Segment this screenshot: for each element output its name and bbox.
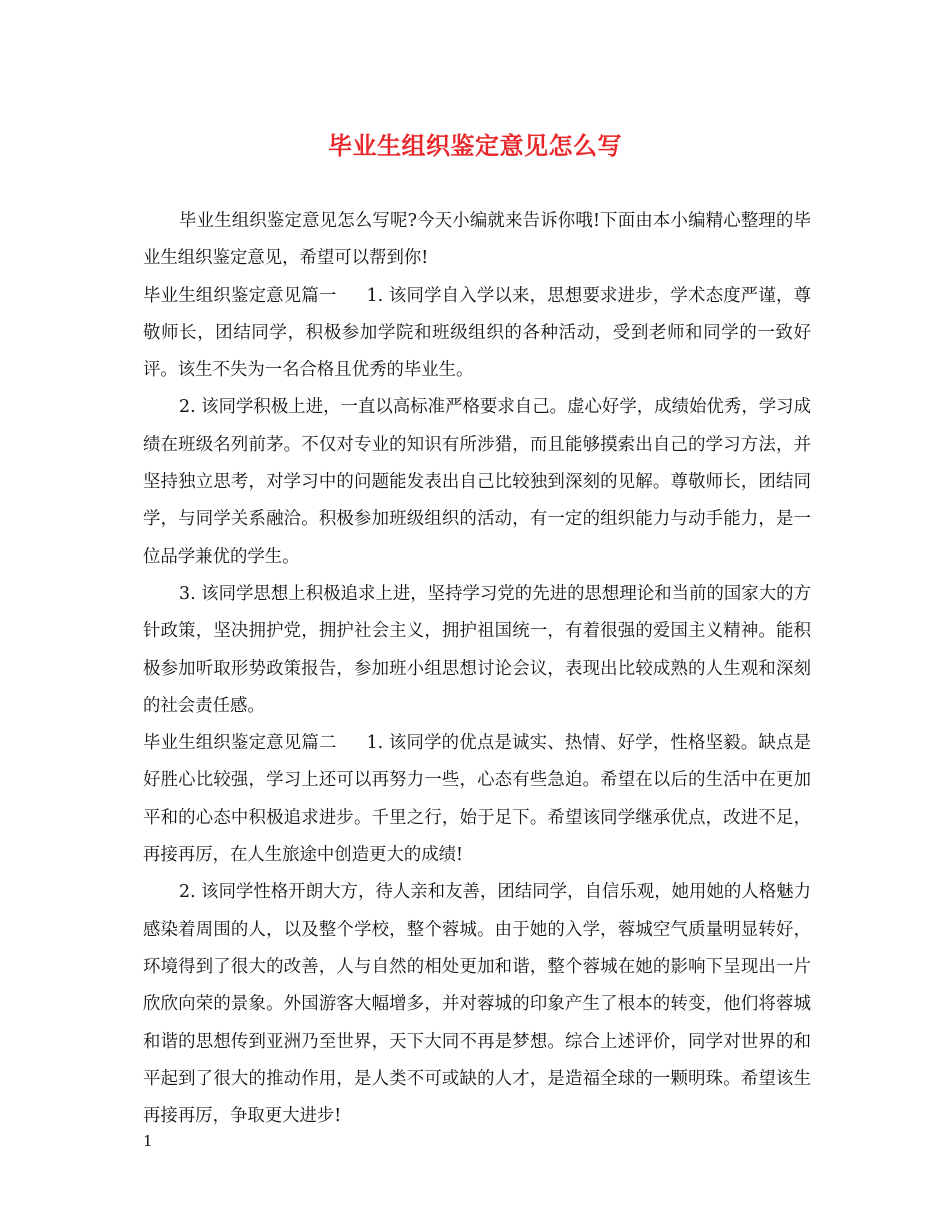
section-1-label: 毕业生组织鉴定意见篇一 — [143, 285, 337, 306]
page-number: 1 — [143, 1132, 153, 1150]
section-1-item-1: 1. 该同学自入学以来，思想要求进步，学术态度严谨，尊敬师长，团结同学，积极参加学院和班级组织的各种活动，受到老师和同学的一致好评。该生不失为一名合格且优秀的毕业生。 — [143, 285, 811, 381]
document-body — [143, 203, 811, 1135]
intro-paragraph: 毕业生组织鉴定意见怎么写呢?今天小编就来告诉你哦!下面由本小编精心整理的毕业生组织鉴定意见，希望可以帮到你! — [143, 211, 811, 269]
section-1-paragraph-1 — [143, 278, 811, 390]
section-2-paragraph-1 — [143, 725, 811, 874]
section-2-item-1: 1. 该同学的优点是诚实、热情、好学，性格坚毅。缺点是好胜心比较强，学习上还可以再努力一些，心态有些急迫。希望在以后的生活中在更加平和的心态中积极追求进步。千里之行，始于足下。希望该同学继承优点，改进不足，再接再厉，在人生旅途中创造更大的成绩! — [143, 733, 811, 866]
section-2-label: 毕业生组织鉴定意见篇二 — [143, 733, 337, 754]
document-title: 毕业生组织鉴定意见怎么写 — [328, 131, 622, 160]
section-2-paragraph-2: 2. 该同学性格开朗大方，待人亲和友善，团结同学，自信乐观，她用她的人格魅力感染着周围的人，以及整个学校，整个蓉城。由于她的入学，蓉城空气质量明显转好，环境得到了很大的改善，人与自然的相处更加和谐，整个蓉城在她的影响下呈现出一片欣欣向荣的景象。外国游客大幅增多，并对蓉城的印象产生了根本的转变，他们将蓉城和谐的思想传到亚洲乃至世界，天下大同不再是梦想。综合上述评价，同学对世界的和平起到了很大的推动作用，是人类不可或缺的人才，是造福全球的一颗明珠。希望该生再接再厉，争取更大进步! — [143, 882, 811, 1127]
section-1-paragraph-2: 2. 该同学积极上进，一直以高标准严格要求自己。虚心好学，成绩始优秀，学习成绩在班级名列前茅。不仅对专业的知识有所涉猎，而且能够摸索出自己的学习方法，并坚持独立思考，对学习中的问题能发表出自己比较独到深刻的见解。尊敬师长，团结同学，与同学关系融洽。积极参加班级组织的活动，有一定的组织能力与动手能力，是一位品学兼优的学生。 — [143, 397, 811, 567]
section-1-paragraph-3: 3. 该同学思想上积极追求上进，坚持学习党的先进的思想理论和当前的国家大的方针政策，坚决拥护党，拥护社会主义，拥护祖国统一，有着很强的爱国主义精神。能积极参加听取形势政策报告，参加班小组思想讨论会议，表现出比较成熟的人生观和深刻的社会责任感。 — [143, 583, 811, 716]
